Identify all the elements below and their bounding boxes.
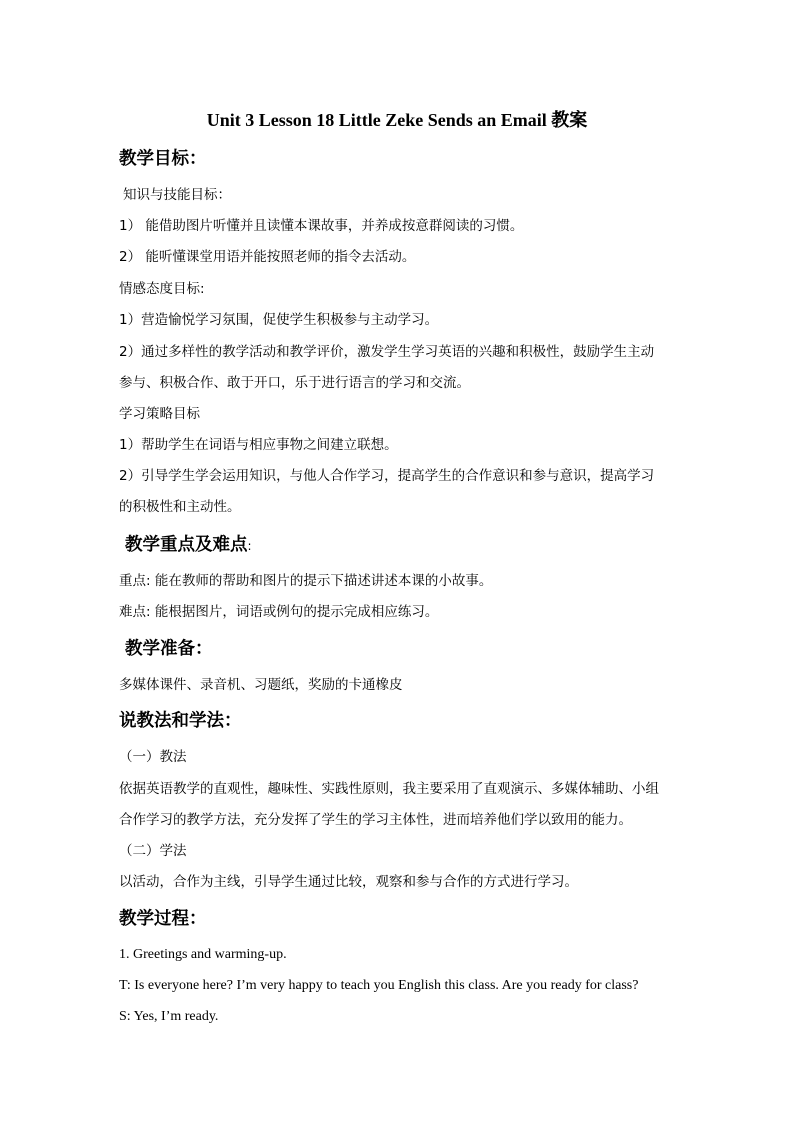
heading-text: 教学重点及难点 [125, 535, 248, 555]
subheading-emotional-attitude: 情感态度目标: [119, 281, 205, 297]
heading-teaching-learning-methods: 说教法和学法： [119, 711, 242, 731]
key-point-line: 重点: 能在教师的帮助和图片的提示下描述讲述本课的小故事。 [119, 573, 493, 589]
objective-line: 参与、积极合作、敢于开口，乐于进行语言的学习和交流。 [119, 375, 470, 391]
objective-line: 1）帮助学生在词语与相应事物之间建立联想。 [119, 437, 398, 453]
method-line: 合作学习的教学方法，充分发挥了学生的学习主体性，进而培养他们学以致用的能力。 [119, 812, 632, 828]
subheading-teaching-method: （一）教法 [119, 749, 187, 765]
objective-line: 2） 能听懂课堂用语并能按照老师的指令去活动。 [119, 249, 416, 265]
objective-line: 的积极性和主动性。 [119, 499, 241, 515]
objective-line: 2）通过多样性的教学活动和教学评价，激发学生学习英语的兴趣和积极性，鼓励学生主动 [119, 344, 655, 360]
heading-teaching-preparation: 教学准备： [125, 639, 213, 659]
process-line: 1. Greetings and warming-up. [119, 947, 287, 962]
subheading-learning-strategy: 学习策略目标 [119, 406, 200, 422]
difficult-point-line: 难点: 能根据图片，词语或例句的提示完成相应练习。 [119, 604, 439, 620]
process-line: S: Yes, I’m ready. [119, 1009, 219, 1024]
objective-line: 2）引导学生学会运用知识，与他人合作学习，提高学生的合作意识和参与意识，提高学习 [119, 468, 655, 484]
heading-colon: : [247, 539, 252, 553]
objective-line: 1）营造愉悦学习氛围，促使学生积极参与主动学习。 [119, 312, 439, 328]
subheading-learning-method: （二）学法 [119, 843, 187, 859]
heading-key-difficult-points [125, 533, 252, 558]
process-line: T: Is everyone here? I’m very happy to teach you English this class. Are you ready for class? [119, 978, 639, 993]
method-line: 以活动，合作为主线，引导学生通过比较，观察和参与合作的方式进行学习。 [119, 874, 578, 890]
heading-teaching-objectives: 教学目标： [119, 149, 207, 169]
method-line: 依据英语教学的直观性，趣味性、实践性原则，我主要采用了直观演示、多媒体辅助、小组 [119, 781, 659, 797]
document-title: Unit 3 Lesson 18 Little Zeke Sends an Email 教案 [206, 110, 588, 130]
preparation-line: 多媒体课件、录音机、习题纸，奖励的卡通橡皮 [119, 677, 403, 693]
objective-line: 1） 能借助图片听懂并且读懂本课故事，并养成按意群阅读的习惯。 [119, 218, 524, 234]
subheading-knowledge-skills: 知识与技能目标： [123, 187, 231, 203]
heading-teaching-process: 教学过程： [119, 909, 207, 929]
